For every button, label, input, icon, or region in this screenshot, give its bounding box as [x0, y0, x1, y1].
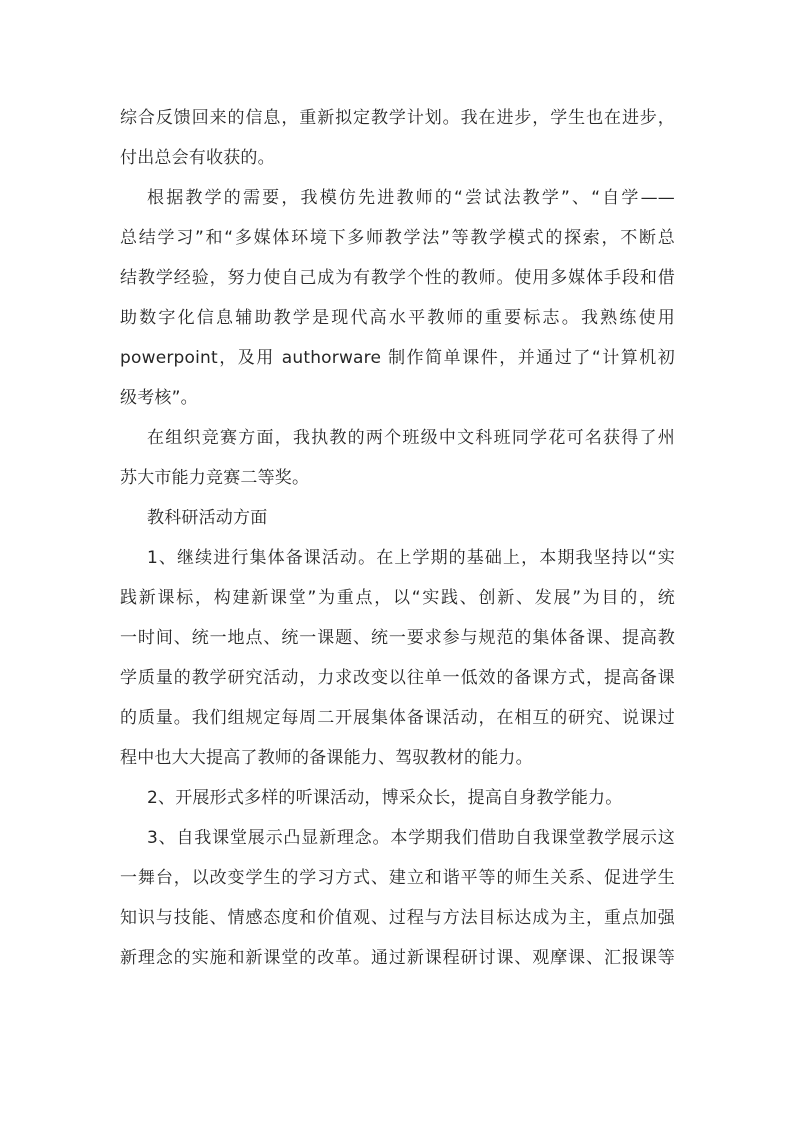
text-line: 践新课标，构建新课堂”为重点，以“实践、创新、发展”为目的，统 — [120, 588, 675, 608]
text-line: 结教学经验，努力使自己成为有教学个性的教师。使用多媒体手段和借 — [120, 268, 675, 288]
paragraph-start-line: 在组织竞赛方面，我执教的两个班级中文科班同学花可名获得了州 — [147, 428, 675, 448]
text-line: 程中也大大提高了教师的备课能力、驾驭教材的能力。 — [120, 748, 533, 768]
text-line: 综合反馈回来的信息，重新拟定教学计划。我在进步，学生也在进步， — [120, 108, 675, 128]
text-line: 一舞台，以改变学生的学习方式、建立和谐平等的师生关系、促进学生 — [120, 868, 675, 888]
text-line: 苏大市能力竞赛二等奖。 — [120, 468, 310, 488]
text-line: 知识与技能、情感态度和价值观、过程与方法目标达成为主，重点加强 — [120, 908, 675, 928]
paragraph-start-line: 1、继续进行集体备课活动。在上学期的基础上，本期我坚持以“实 — [147, 548, 675, 568]
text-line: 学质量的教学研究活动，力求改变以往单一低效的备课方式，提高备课 — [120, 668, 675, 688]
text-line: 新理念的实施和新课堂的改革。通过新课程研讨课、观摩课、汇报课等 — [120, 948, 675, 968]
paragraph-start-line: 2、开展形式多样的听课活动，博采众长，提高自身教学能力。 — [147, 788, 623, 808]
section-heading: 教科研活动方面 — [147, 508, 268, 528]
document-body — [120, 98, 675, 978]
text-line: 付出总会有收获的。 — [120, 148, 275, 168]
text-line: 助数字化信息辅助教学是现代高水平教师的重要标志。我熟练使用 — [120, 308, 675, 328]
text-line: powerpoint，及用 authorware 制作简单课件，并通过了“计算机初 — [120, 348, 675, 368]
paragraph-start-line: 3、自我课堂展示凸显新理念。本学期我们借助自我课堂教学展示这 — [147, 828, 675, 848]
paragraph-start-line: 根据教学的需要，我模仿先进教师的“尝试法教学”、“自学—— — [147, 188, 675, 208]
text-line: 总结学习”和“多媒体环境下多师教学法”等教学模式的探索，不断总 — [120, 228, 675, 248]
text-line: 级考核”。 — [120, 388, 198, 408]
text-line: 一时间、统一地点、统一课题、统一要求参与规范的集体备课、提高教 — [120, 628, 675, 648]
text-line: 的质量。我们组规定每周二开展集体备课活动，在相互的研究、说课过 — [120, 708, 675, 728]
